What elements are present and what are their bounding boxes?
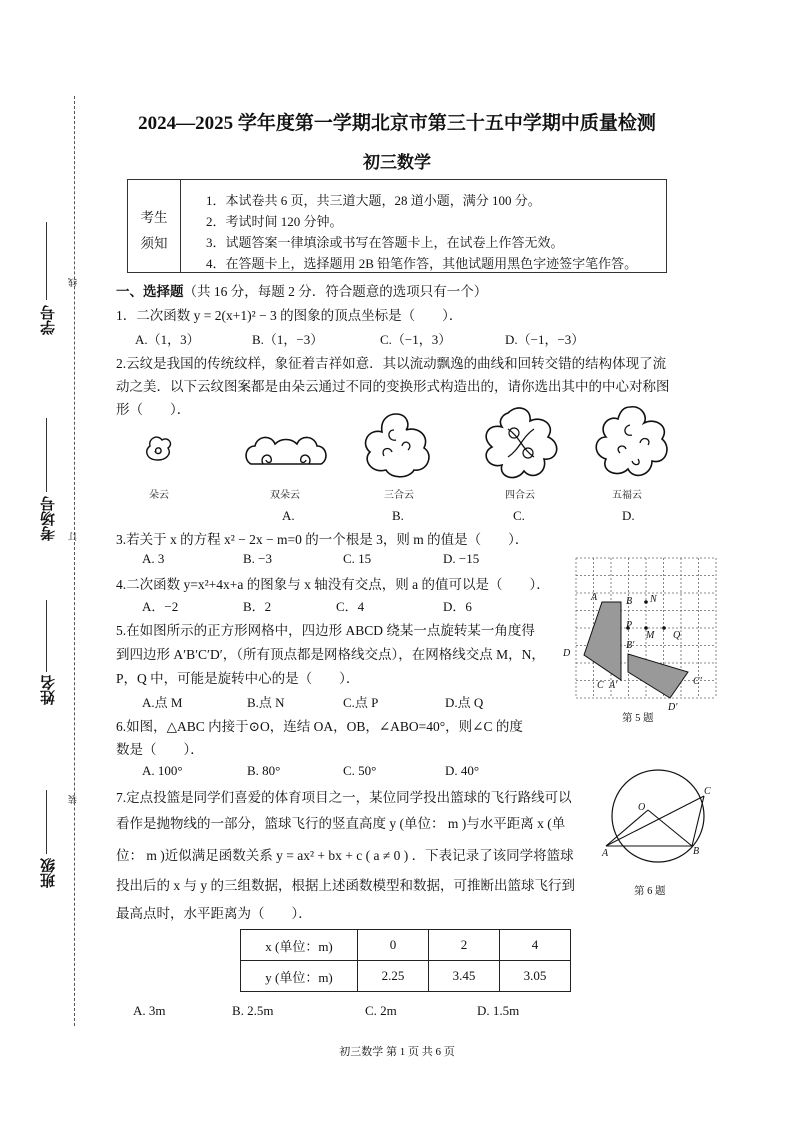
name-blank[interactable] bbox=[46, 600, 47, 672]
cloud-caption-5: 五福云 bbox=[612, 490, 642, 501]
q4-option-d[interactable]: D．6 bbox=[443, 599, 472, 614]
q1-option-a[interactable]: A.（1，3） bbox=[135, 332, 200, 347]
cloud-caption-4: 四合云 bbox=[505, 490, 535, 501]
table-row bbox=[241, 930, 571, 961]
q2-option-d[interactable]: D. bbox=[622, 508, 635, 523]
q5-label-c: C bbox=[597, 680, 604, 691]
q5-option-d[interactable]: D.点 Q bbox=[445, 695, 484, 710]
q2-line-3: 形（ ）． bbox=[116, 402, 191, 417]
q5-figure-caption: 第 5 题 bbox=[622, 713, 654, 724]
q6-line-2: 数是（ ）． bbox=[116, 742, 204, 757]
section-heading-bold: 一、选择题 bbox=[116, 284, 184, 299]
q6-label-b: B bbox=[693, 846, 700, 857]
page-title: 2024—2025 学年度第一学期北京市第三十五中学期中质量检测 bbox=[138, 113, 656, 134]
double-cloud-icon bbox=[243, 430, 329, 474]
q3-option-b[interactable]: B. −3 bbox=[243, 551, 273, 566]
student-id-label: 学号 bbox=[41, 305, 57, 335]
q6-figure-caption: 第 6 题 bbox=[634, 886, 666, 897]
q4-option-a[interactable]: A．−2 bbox=[142, 599, 179, 614]
q6-option-c[interactable]: C. 50° bbox=[343, 763, 377, 778]
notice-item: 1．本试卷共 6 页，共三道大题，28 道小题，满分 100 分。 bbox=[206, 193, 541, 208]
exam-room-label: 考场号 bbox=[41, 496, 57, 541]
q6-option-a[interactable]: A. 100° bbox=[142, 763, 183, 778]
q6-label-c: C bbox=[704, 786, 711, 797]
notice-body bbox=[206, 190, 637, 274]
notice-item: 4．在答题卡上，选择题用 2B 铅笔作答，其他试题用黑色字迹签字笔作答。 bbox=[206, 256, 638, 271]
binding-line bbox=[74, 96, 75, 1026]
q6-circle-figure bbox=[598, 770, 718, 866]
q7-line-5: 最高点时，水平距离为（ ）． bbox=[116, 906, 312, 921]
q1-option-c[interactable]: C.（−1，3） bbox=[380, 332, 452, 347]
q5-label-q: Q bbox=[673, 630, 681, 641]
cloud-caption-1: 朵云 bbox=[149, 490, 169, 501]
q6-label-o: O bbox=[638, 802, 646, 813]
class-blank[interactable] bbox=[46, 790, 47, 854]
q7-line-2: 看作是抛物线的一部分，篮球飞行的竖直高度 y (单位： m )与水平距离 x (单 bbox=[116, 816, 566, 831]
q7-option-c[interactable]: C. 2m bbox=[365, 1003, 397, 1018]
notice-head-2: 须知 bbox=[140, 236, 168, 251]
table-cell: 3.45 bbox=[429, 961, 500, 992]
notice-head-1: 考生 bbox=[140, 210, 168, 225]
q1-option-d[interactable]: D.（−1，−3） bbox=[505, 332, 585, 347]
table-row bbox=[241, 961, 571, 992]
q5-label-n: N bbox=[650, 594, 657, 605]
q7-option-b[interactable]: B. 2.5m bbox=[232, 1003, 274, 1018]
notice-head bbox=[128, 180, 181, 272]
q3-option-d[interactable]: D. −15 bbox=[443, 551, 480, 566]
page-subtitle: 初三数学 bbox=[363, 153, 431, 172]
cloud-caption-2: 双朵云 bbox=[270, 490, 300, 501]
q2-option-b[interactable]: B. bbox=[392, 508, 404, 523]
q5-label-a: A bbox=[591, 592, 598, 603]
notice-item: 2．考试时间 120 分钟。 bbox=[206, 214, 343, 229]
q6-option-b[interactable]: B. 80° bbox=[247, 763, 281, 778]
q1-stem: 1．二次函数 y = 2(x+1)² − 3 的图象的顶点坐标是（ ）． bbox=[116, 308, 463, 323]
q7-option-d[interactable]: D. 1.5m bbox=[477, 1003, 520, 1018]
q7-line-1: 7.定点投篮是同学们喜爱的体育项目之一，某位同学投出篮球的飞行路线可以 bbox=[116, 790, 572, 805]
q1-option-b[interactable]: B.（1，−3） bbox=[252, 332, 324, 347]
name-label: 姓名 bbox=[41, 675, 57, 705]
table-cell: 2 bbox=[429, 930, 500, 961]
q4-option-b[interactable]: B．2 bbox=[243, 599, 272, 614]
q5-option-b[interactable]: B.点 N bbox=[247, 695, 285, 710]
q2-line-2: 动之美．以下云纹图案都是由朵云通过不同的变换形式构造出的，请你选出其中的中心对称图 bbox=[116, 379, 670, 394]
single-cloud-icon bbox=[140, 430, 176, 466]
q5-option-a[interactable]: A.点 M bbox=[142, 695, 183, 710]
table-cell: y (单位：m) bbox=[241, 961, 358, 992]
q5-label-m: M bbox=[646, 630, 655, 641]
class-label: 班级 bbox=[41, 858, 57, 888]
binding-mark-ding: 订 bbox=[68, 532, 78, 541]
binding-mark-xian: 线 bbox=[68, 278, 78, 287]
q2-line-1: 2.云纹是我国的传统纹样，象征着吉祥如意．其以流动飘逸的曲线和回转交错的结构体现了流 bbox=[116, 356, 667, 371]
q5-label-b: B bbox=[626, 596, 633, 607]
q5-line-2: 到四边形 A′B′C′D′，（所有顶点都是网格线交点），在网格线交点 M，N， bbox=[116, 647, 545, 662]
q5-label-b-prime: B′ bbox=[626, 640, 635, 651]
notice-box bbox=[127, 179, 667, 273]
q6-option-d[interactable]: D. 40° bbox=[445, 763, 480, 778]
q5-line-3: P，Q 中，可能是旋转中心的是（ ）． bbox=[116, 671, 360, 686]
five-cloud-icon bbox=[590, 403, 672, 483]
exam-room-blank[interactable] bbox=[46, 418, 47, 492]
q5-label-c-prime: C′ bbox=[693, 676, 702, 687]
q5-label-p: P bbox=[626, 620, 633, 631]
q7-option-a[interactable]: A. 3m bbox=[133, 1003, 166, 1018]
table-cell: 2.25 bbox=[358, 961, 429, 992]
q5-label-d: D bbox=[563, 648, 571, 659]
q5-label-d-prime: D′ bbox=[668, 702, 678, 713]
page-footer: 初三数学 第 1 页 共 6 页 bbox=[339, 1046, 455, 1058]
q5-line-1: 5.在如图所示的正方形网格中，四边形 ABCD 绕某一点旋转某一角度得 bbox=[116, 623, 535, 638]
q2-option-a[interactable]: A. bbox=[282, 508, 295, 523]
q5-option-c[interactable]: C.点 P bbox=[343, 695, 379, 710]
cloud-caption-3: 三合云 bbox=[384, 490, 414, 501]
q7-line-4: 投出后的 x 与 y 的三组数据，根据上述函数模型和数据，可推断出篮球飞行到 bbox=[116, 878, 575, 893]
triple-cloud-icon bbox=[356, 410, 436, 480]
table-cell: 0 bbox=[358, 930, 429, 961]
q6-line-1: 6.如图，△ABC 内接于⊙O，连结 OA，OB，∠ABO=40°，则∠C 的度 bbox=[116, 719, 523, 734]
quad-cloud-icon bbox=[478, 403, 564, 483]
table-cell: 4 bbox=[500, 930, 571, 961]
binding-mark-zhuang: 装 bbox=[68, 795, 78, 804]
table-cell: x (单位：m) bbox=[241, 930, 358, 961]
q4-option-c[interactable]: C．4 bbox=[336, 599, 365, 614]
q7-data-table bbox=[240, 929, 571, 992]
q4-stem: 4.二次函数 y=x²+4x+a 的图象与 x 轴没有交点，则 a 的值可以是（ ）． bbox=[116, 577, 550, 592]
q2-option-c[interactable]: C. bbox=[513, 508, 525, 523]
student-id-blank[interactable] bbox=[46, 222, 47, 300]
notice-item: 3．试题答案一律填涂或书写在答题卡上，在试卷上作答无效。 bbox=[206, 235, 564, 250]
q3-option-c[interactable]: C. 15 bbox=[343, 551, 372, 566]
section-heading bbox=[116, 280, 487, 300]
q7-line-3: 位： m )近似满足函数关系 y = ax² + bx + c ( a ≠ 0 ) ．下表记录了该同学将篮球 bbox=[116, 848, 574, 863]
q3-option-a[interactable]: A. 3 bbox=[142, 551, 165, 566]
table-cell: 3.05 bbox=[500, 961, 571, 992]
q3-stem: 3.若关于 x 的方程 x² − 2x − m=0 的一个根是 3，则 m 的值是（ ）． bbox=[116, 532, 529, 547]
section-heading-rest: （共 16 分，每题 2 分．符合题意的选项只有一个） bbox=[183, 284, 488, 299]
q5-label-a-prime: A′ bbox=[609, 680, 618, 691]
q6-label-a: A bbox=[602, 848, 609, 859]
